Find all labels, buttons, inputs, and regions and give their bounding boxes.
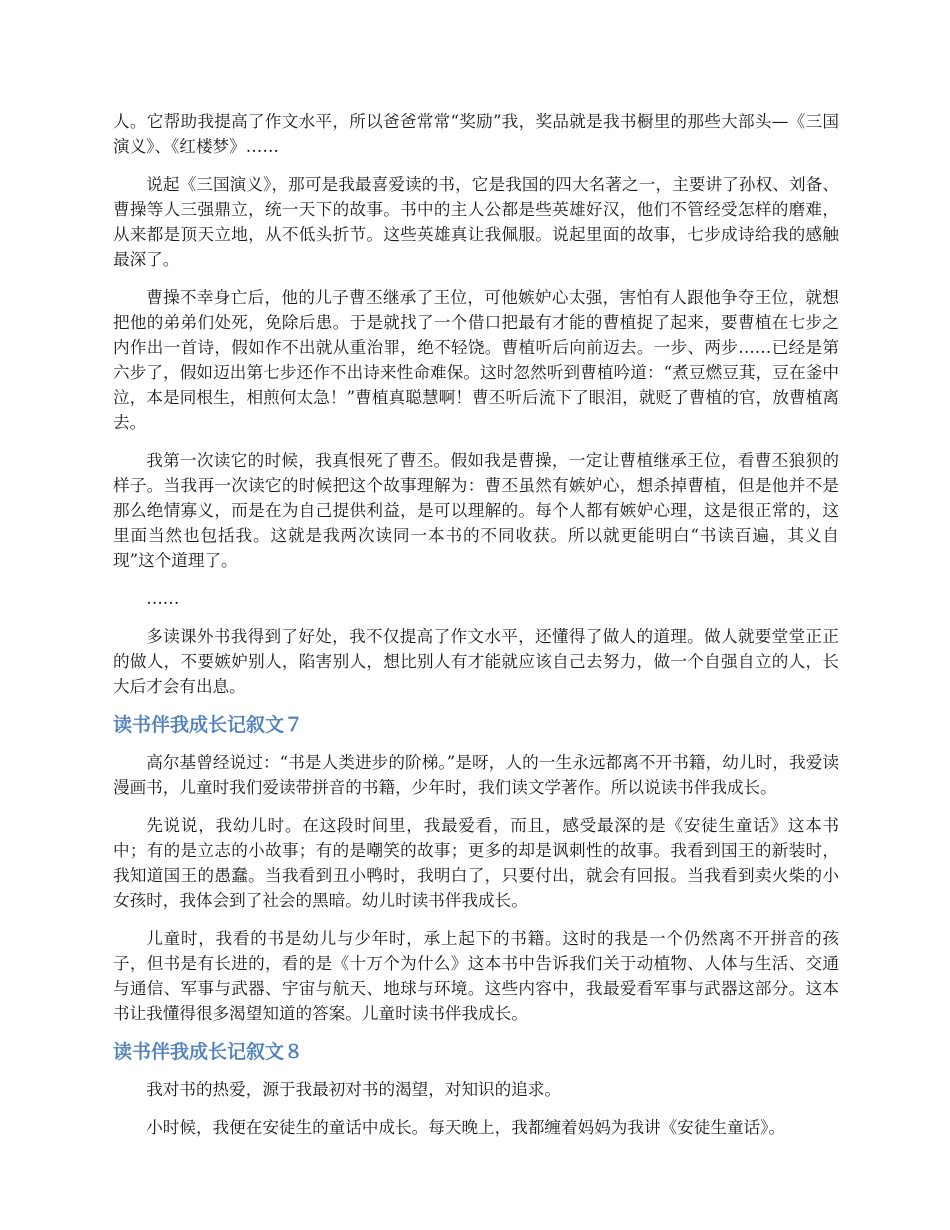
paragraph: 儿童时，我看的书是幼儿与少年时，承上起下的书籍。这时的我是一个仍然离不开拼音的孩子，但书是有长进的，看的是《十万个为什么》这本书中告诉我们关于动植物、人体与生活、交通与通信、军事与武器、宇宙与航天、地球与环境。这些内容中，我最爱看军事与武器这部分。这本书让我懂得很多渴望知道的答案。儿童时读书伴我成长。 (113, 929, 839, 1023)
paragraph: 高尔基曾经说过：“书是人类进步的阶梯。”是呀，人的一生永远都离不开书籍，幼儿时，我爱读漫画书，儿童时我们爱读带拼音的书籍，少年时，我们读文学著作。所以说读书伴我成长。 (113, 753, 839, 797)
paragraph: 人。它帮助我提高了作文水平，所以爸爸常常“奖励”我，奖品就是我书橱里的那些大部头—《三国演义》、《红楼梦》…… (113, 112, 839, 156)
paragraph: 曹操不幸身亡后，他的儿子曹丕继承了王位，可他嫉妒心太强，害怕有人跟他争夺王位，就想把他的弟弟们处死，免除后患。于是就找了一个借口把最有才能的曹植捉了起来，要曹植在七步之内作出一首诗，假如作不出就从重治罪，绝不轻饶。曹植听后向前迈去。一步、两步……已经是第六步了，假如迈出第七步还作不出诗来性命难保。这时忽然听到曹植吟道：“煮豆燃豆萁，豆在釜中泣，本是同根生，相煎何太急！”曹植真聪慧啊！曹丕听后流下了眼泪，就贬了曹植的官，放曹植离去。 (113, 288, 839, 432)
section-heading: 读书伴我成长记叙文７ (113, 714, 304, 736)
document-body (113, 109, 839, 1153)
paragraph: 小时候，我便在安徒生的童话中成长。每天晚上，我都缠着妈妈为我讲《安徒生童话》。 (146, 1118, 786, 1137)
ellipsis-paragraph: …… (146, 589, 180, 608)
paragraph: 我对书的热爱，源于我最初对书的渴望，对知识的追求。 (146, 1080, 562, 1099)
paragraph: 说起《三国演义》，那可是我最喜爱读的书，它是我国的四大名著之一，主要讲了孙权、刘备、曹操等人三强鼎立，统一天下的故事。书中的主人公都是些英雄好汉，他们不管经受怎样的磨难，从来都是顶天立地，从不低头折节。这些英雄真让我佩服。说起里面的故事，七步成诗给我的感触最深了。 (113, 175, 839, 269)
paragraph: 我第一次读它的时候，我真恨死了曹丕。假如我是曹操，一定让曹植继承王位，看曹丕狼狈的样子。当我再一次读它的时候把这个故事理解为：曹丕虽然有嫉妒心，想杀掉曹植，但是他并不是那么绝情寡义，而是在为自己提供利益，是可以理解的。每个人都有嫉妒心理，这是很正常的，这里面当然也包括我。这就是我两次读同一本书的不同收获。所以就更能明白“书读百遍，其义自现”这个道理了。 (113, 451, 839, 570)
section-heading: 读书伴我成长记叙文８ (113, 1041, 304, 1063)
paragraph: 多读课外书我得到了好处，我不仅提高了作文水平，还懂得了做人的道理。做人就要堂堂正正的做人，不要嫉妒别人，陷害别人，想比别人有才能就应该自己去努力，做一个自强自立的人，长大后才会有出息。 (113, 627, 839, 696)
paragraph: 先说说，我幼儿时。在这段时间里，我最爱看，而且，感受最深的是《安徒生童话》这本书中；有的是立志的小故事；有的是嘲笑的故事；更多的却是讽刺性的故事。我看到国王的新装时，我知道国王的愚蠢。当我看到丑小鸭时，我明白了，只要付出，就会有回报。当我看到卖火柴的小女孩时，我体会到了社会的黑暗。幼儿时读书伴我成长。 (113, 816, 839, 910)
